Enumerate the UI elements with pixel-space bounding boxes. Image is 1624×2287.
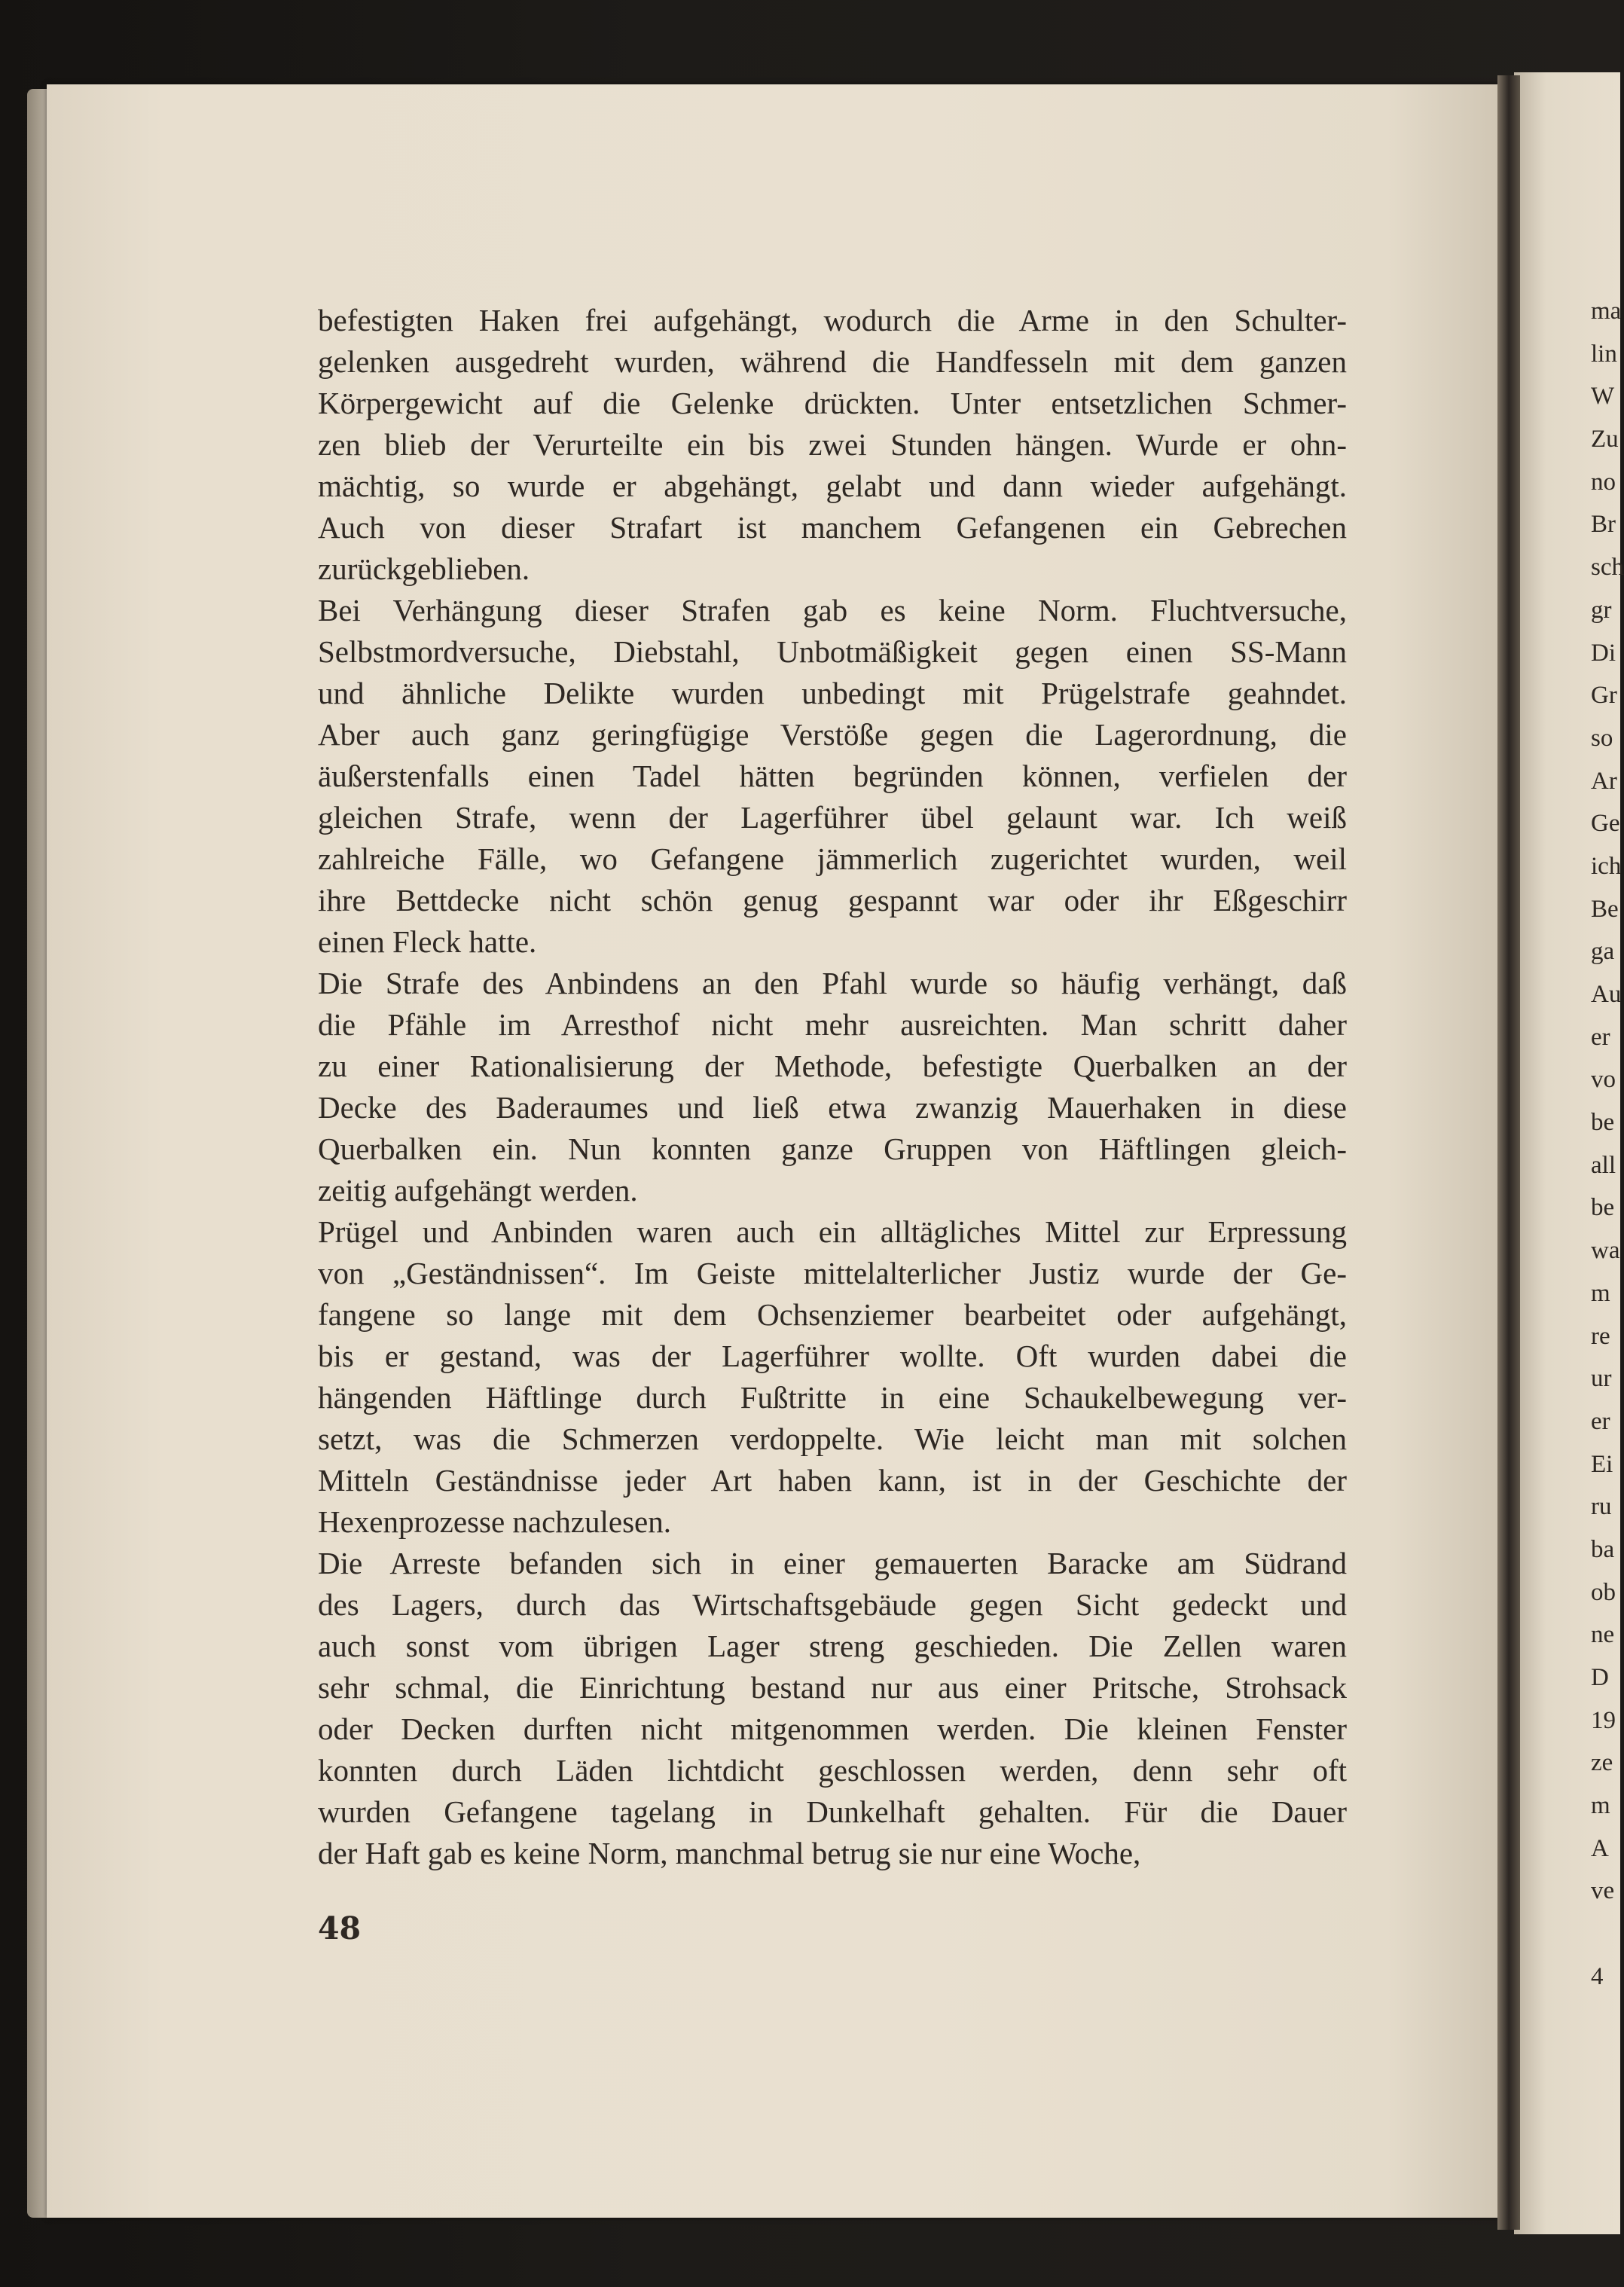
text-line: zeitig aufgehängt werden. [318, 1173, 638, 1208]
text-line: zu einer Rationalisierung der Methode, befestigte Querbalken an der [318, 1049, 1347, 1083]
next-page-fragment: gr [1591, 596, 1612, 624]
text-line: sehr schmal, die Einrichtung bestand nur aus einer Pritsche, Strohsack [318, 1670, 1347, 1705]
text-line: hängenden Häftlinge durch Fußtritte in eine Schaukelbewegung ver- [318, 1380, 1347, 1415]
text-line: Körpergewicht auf die Gelenke drückten. Unter entsetzlichen Schmer- [318, 386, 1347, 420]
next-page-fragment: sch [1591, 554, 1624, 582]
next-page-fragment: ve [1591, 1877, 1615, 1905]
next-page-fragment: Br [1591, 511, 1616, 539]
page-number: 48 [318, 1910, 362, 1947]
next-page-fragment: Gr [1591, 682, 1617, 710]
text-line: der Haft gab es keine Norm, manchmal betrug sie nur eine Woche, [318, 1836, 1141, 1870]
text-line: befestigten Haken frei aufgehängt, wodurch die Arme in den Schulter- [318, 303, 1347, 337]
text-line: Hexenprozesse nachzulesen. [318, 1504, 671, 1539]
text-line: Decke des Baderaumes und ließ etwa zwanzig Mauerhaken in diese [318, 1090, 1347, 1125]
next-page-fragment: ba [1591, 1535, 1615, 1563]
text-line: Mitteln Geständnisse jeder Art haben kann, ist in der Geschichte der [318, 1463, 1347, 1498]
text-line: zen blieb der Verurteilte ein bis zwei Stunden hängen. Wurde er ohn- [318, 427, 1347, 462]
next-page-fragment: lin [1591, 340, 1617, 368]
page-body-text [318, 300, 1347, 1874]
text-line: Die Arreste befanden sich in einer gemauerten Baracke am Südrand [318, 1546, 1347, 1580]
next-page-fragment: Di [1591, 639, 1616, 667]
text-line: Aber auch ganz geringfügige Verstöße gegen die Lagerordnung, die [318, 717, 1347, 752]
next-page-fragment: Zu [1591, 426, 1619, 453]
next-page-fragment: 4 [1591, 1962, 1604, 1990]
text-line: mächtig, so wurde er abgehängt, gelabt und dann wieder aufgehängt. [318, 469, 1347, 503]
next-page-fragment: all [1591, 1151, 1616, 1179]
next-page-fragment: ob [1591, 1578, 1616, 1606]
text-line: einen Fleck hatte. [318, 924, 537, 959]
paragraph [318, 300, 1347, 590]
text-line: gleichen Strafe, wenn der Lagerführer übel gelaunt war. Ich weiß [318, 800, 1347, 835]
paragraph [318, 1211, 1347, 1543]
next-page-fragment: W [1591, 383, 1615, 411]
next-page-fragment: be [1591, 1194, 1615, 1222]
next-page-fragment: 19 [1591, 1706, 1616, 1734]
next-page-fragment [1591, 1913, 1621, 1956]
text-line: Selbstmordversuche, Diebstahl, Unbotmäßigkeit gegen einen SS-Mann [318, 634, 1347, 669]
next-page-fragment: m [1591, 1792, 1610, 1820]
next-page-fragment: ich [1591, 852, 1622, 880]
text-line: und ähnliche Delikte wurden unbedingt mit Prügelstrafe geahndet. [318, 676, 1347, 710]
next-page-fragment: wa [1591, 1237, 1620, 1265]
next-page-fragment: m [1591, 1279, 1610, 1307]
text-line: oder Decken durften nicht mitgenommen werden. Die kleinen Fenster [318, 1711, 1347, 1746]
next-page-fragment: Ei [1591, 1450, 1613, 1478]
next-page-fragment: ze [1591, 1749, 1613, 1777]
next-page-fragment: no [1591, 468, 1616, 496]
text-line: von „Geständnissen“. Im Geiste mittelalterlicher Justiz wurde der Ge- [318, 1256, 1347, 1290]
book-gutter [1497, 75, 1520, 2230]
text-line: Querbalken ein. Nun konnten ganze Gruppen von Häftlingen gleich- [318, 1131, 1347, 1166]
text-line: auch sonst vom übrigen Lager streng geschieden. Die Zellen waren [318, 1629, 1347, 1663]
next-page-fragment: be [1591, 1109, 1615, 1137]
next-page-fragment: A [1591, 1834, 1609, 1862]
paragraph [318, 963, 1347, 1211]
text-line: äußerstenfalls einen Tadel hätten begründen können, verfielen der [318, 759, 1347, 793]
next-page-fragment: ur [1591, 1365, 1612, 1393]
text-line: zurückgeblieben. [318, 551, 530, 586]
text-line: gelenken ausgedreht wurden, während die Handfesseln mit dem ganzen [318, 344, 1347, 379]
text-line: Die Strafe des Anbindens an den Pfahl wurde so häufig verhängt, daß [318, 966, 1347, 1000]
next-page-fragment: ma [1591, 298, 1622, 325]
next-page-fragment: Ge [1591, 810, 1620, 838]
next-page-fragment: Au [1591, 981, 1622, 1008]
next-page-fragment: ne [1591, 1621, 1615, 1649]
text-line: bis er gestand, was der Lagerführer wollte. Oft wurden dabei die [318, 1339, 1347, 1373]
next-page-fragment: vo [1591, 1066, 1616, 1094]
next-page-fragment: Ar [1591, 767, 1617, 795]
next-page-fragment: D [1591, 1664, 1609, 1691]
paragraph [318, 590, 1347, 963]
text-line: die Pfähle im Arresthof nicht mehr ausreichten. Man schritt daher [318, 1007, 1347, 1042]
text-line: Auch von dieser Strafart ist manchem Gefangenen ein Gebrechen [318, 510, 1347, 545]
next-page-fragment: Be [1591, 895, 1619, 923]
text-line: ihre Bettdecke nicht schön genug gespannt war oder ihr Eßgeschirr [318, 883, 1347, 918]
next-page-fragment: ru [1591, 1493, 1612, 1521]
next-page-fragment: so [1591, 724, 1613, 752]
next-page-fragment: er [1591, 1407, 1610, 1435]
text-line: Bei Verhängung dieser Strafen gab es keine Norm. Fluchtversuche, [318, 593, 1347, 627]
next-page-fragment: re [1591, 1322, 1610, 1350]
text-line: fangene so lange mit dem Ochsenziemer bearbeitet oder aufgehängt, [318, 1297, 1347, 1332]
paragraph [318, 1543, 1347, 1874]
text-line: zahlreiche Fälle, wo Gefangene jämmerlich zugerichtet wurden, weil [318, 841, 1347, 876]
text-line: wurden Gefangene tagelang in Dunkelhaft gehalten. Für die Dauer [318, 1794, 1347, 1829]
text-line: konnten durch Läden lichtdicht geschlossen werden, denn sehr oft [318, 1753, 1347, 1788]
text-line: setzt, was die Schmerzen verdoppelte. Wie leicht man mit solchen [318, 1421, 1347, 1456]
next-page-fragment: ga [1591, 938, 1615, 966]
text-line: des Lagers, durch das Wirtschaftsgebäude gegen Sicht gedeckt und [318, 1587, 1347, 1622]
next-page-text-fragments [1591, 290, 1624, 1998]
next-page-fragment: er [1591, 1023, 1610, 1051]
text-line: Prügel und Anbinden waren auch ein alltägliches Mittel zur Erpressung [318, 1214, 1347, 1249]
